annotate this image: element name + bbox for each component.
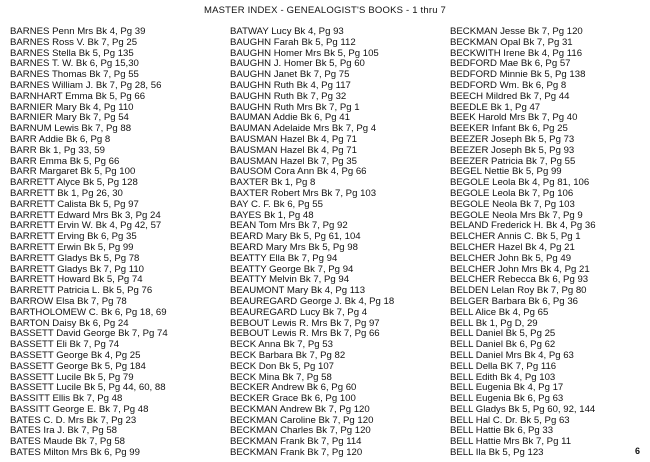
- index-entry: BEDFORD Minnie Bk 5, Pg 138: [450, 69, 586, 81]
- index-entry: BARNES William J. Bk 7, Pg 28, 56: [10, 79, 162, 91]
- index-entry: BELL Edith Bk 4, Pg 103: [450, 371, 556, 383]
- index-entry: BAUMAN Adelaide Mrs Bk 7, Pg 4: [230, 123, 377, 135]
- index-entry: BELCHER Hazel Bk 4, Pg 21: [450, 241, 575, 253]
- index-entry: BARNES T. W. Bk 6, Pg 15,30: [10, 58, 139, 70]
- index-entry: BELDEN Lelan Roy Bk 7, Pg 80: [450, 285, 587, 297]
- index-entry: BAUGHN Ruth Bk 7, Pg 32: [230, 90, 347, 102]
- index-entry: BATWAY Lucy Bk 4, Pg 93: [230, 26, 344, 37]
- index-entry: BEATTY Melvin Bk 7, Pg 94: [230, 274, 350, 286]
- index-entry: BAUSOM Cora Ann Bk 4, Pg 66: [230, 166, 367, 178]
- index-column-3: [450, 27, 596, 459]
- index-entry: BARRETT Gladys Bk 5, Pg 78: [10, 252, 140, 264]
- index-entry: BEBOUT Lewis R. Mrs Bk 7, Pg 66: [230, 328, 380, 340]
- index-entry: BEAUREGARD Lucy Bk 7, Pg 4: [230, 306, 368, 318]
- index-entry: BECKMAN Opal Bk 7, Pg 31: [450, 36, 573, 48]
- index-entry: BELL Alice Bk 4, Pg 65: [450, 306, 549, 318]
- index-entry: BASSETT George Bk 5, Pg 184: [10, 360, 146, 372]
- index-entry: BARNES Stella Bk 5, Pg 135: [10, 47, 134, 59]
- index-entry: BELL Ila Bk 5, Pg 123: [450, 447, 544, 459]
- index-entry: BARNIER Mary Bk 4, Pg 110: [10, 101, 134, 113]
- index-entry: BASSITT George E. Bk 7, Pg 48: [10, 403, 149, 415]
- index-entry: BEECH Mildred Bk 7, Pg 44: [450, 90, 570, 102]
- index-entry: BELCHER Annis C. Bk 5, Pg 1: [450, 231, 581, 243]
- index-entry: BELCHER John Mrs Bk 4, Pg 21: [450, 263, 590, 275]
- index-entry: BECK Barbara Bk 7, Pg 82: [230, 349, 346, 361]
- index-entry: BARR Bk 1, Pg 33, 59: [10, 144, 105, 156]
- index-entry: BEEZER Patricia Bk 7, Pg 55: [450, 155, 576, 167]
- index-entry: BAUGHN Janet Bk 7, Pg 75: [230, 69, 350, 81]
- index-entry: BARRETT Edward Mrs Bk 3, Pg 24: [10, 209, 161, 221]
- index-entry: BEAN Tom Mrs Bk 7, Pg 92: [230, 220, 348, 232]
- index-entry: BELL Hattie Bk 6, Pg 33: [450, 425, 554, 437]
- index-entry: BASSETT George Bk 4, Pg 25: [10, 349, 141, 361]
- index-entry: BECKMAN Charles Bk 7, Pg 120: [230, 425, 371, 437]
- index-entry: BEEZER Joseph Bk 5, Pg 73: [450, 133, 575, 145]
- index-entry: BEARD Mary Mrs Bk 5, Pg 98: [230, 241, 358, 253]
- index-entry: BEGOLE Neola Mrs Bk 7, Pg 9: [450, 209, 583, 221]
- index-entry: BELL Gladys Bk 5, Pg 60, 92, 144: [450, 403, 596, 415]
- index-entry: BASSETT Lucile Bk 5, Pg 79: [10, 371, 134, 383]
- index-entry: BECKER Andrew Bk 6, Pg 60: [230, 382, 357, 394]
- index-entry: BEEDLE Bk 1, Pg 47: [450, 101, 541, 113]
- index-entry: BARROW Elsa Bk 7, Pg 78: [10, 295, 127, 307]
- index-entry: BECKWITH Irene Bk 4, Pg 116: [450, 47, 583, 59]
- index-entry: BEAUREGARD George J. Bk 4, Pg 18: [230, 295, 395, 307]
- index-entry: BELAND Frederick H. Bk 4, Pg 36: [450, 220, 596, 232]
- index-entry: BAXTER Robert Mrs Bk 7, Pg 103: [230, 187, 377, 199]
- page-number: 6: [634, 446, 640, 456]
- index-entry: BARRETT Erwin Bk 5, Pg 99: [10, 241, 134, 253]
- index-entry: BECK Don Bk 5, Pg 107: [230, 360, 334, 372]
- index-entry: BATES Ira J. Bk 7, Pg 58: [10, 425, 117, 437]
- index-entry: BARNES Ross V. Bk 7, Pg 25: [10, 36, 138, 48]
- index-entry: BECKMAN Andrew Bk 7, Pg 120: [230, 403, 370, 415]
- index-entry: BAUGHN Farah Bk 5, Pg 112: [230, 36, 356, 48]
- index-entry: BEGEL Nettie Bk 5, Pg 99: [450, 166, 562, 178]
- index-entry: BECK Anna Bk 7, Pg 53: [230, 339, 333, 351]
- index-entry: BELGER Barbara Bk 6, Pg 36: [450, 295, 578, 307]
- index-entry: BARR Addie Bk 6, Pg 8: [10, 133, 111, 145]
- index-entry: BASSETT Eli Bk 7, Pg 74: [10, 339, 120, 351]
- index-entry: BAUGHN J. Homer Bk 5, Pg 60: [230, 58, 365, 70]
- index-entry: BARRETT Bk 1, Pg 26, 30: [10, 187, 123, 199]
- index-entry: BELL Della BK 7, Pg 116: [450, 360, 557, 372]
- index-entry: BARNES Penn Mrs Bk 4, Pg 39: [10, 26, 146, 37]
- index-entry: BAY C. F. Bk 6, Pg 55: [230, 198, 323, 210]
- index-entry: BARTHOLOMEW C. Bk 6, Pg 18, 69: [10, 306, 167, 318]
- index-entry: BAUSMAN Hazel Bk 4, Pg 71: [230, 144, 357, 156]
- index-entry: BASSETT David George Bk 7, Pg 74: [10, 328, 168, 340]
- index-entry: BELL Hattie Mrs Bk 7, Pg 11: [450, 436, 572, 448]
- index-entry: BEGOLE Leola Bk 7, Pg 106: [450, 187, 574, 199]
- index-entry: BECKMAN Frank Bk 7, Pg 120: [230, 447, 363, 459]
- index-entry: BARRETT Erving Bk 6, Pg 35: [10, 231, 137, 243]
- index-entry: BARR Margaret Bk 5, Pg 100: [10, 166, 136, 178]
- index-entry: BEATTY George Bk 7, Pg 94: [230, 263, 354, 275]
- index-entry: BEARD Mary Bk 5, Pg 61, 104: [230, 231, 361, 243]
- index-entry: BELL Eugenia Bk 4, Pg 17: [450, 382, 564, 394]
- index-entry: BAUGHN Homer Mrs Bk 5, Pg 105: [230, 47, 379, 59]
- index-entry: BARRETT Patricia L. Bk 5, Pg 76: [10, 285, 153, 297]
- index-entry: BEGOLE Neola Bk 7, Pg 103: [450, 198, 575, 210]
- index-entry: BEBOUT Lewis R. Mrs Bk 7, Pg 97: [230, 317, 380, 329]
- index-entry: BEDFORD Mae Bk 6, Pg 57: [450, 58, 571, 70]
- index-entry: BECKMAN Caroline Bk 7, Pg 120: [230, 414, 374, 426]
- index-column-2: [230, 27, 394, 459]
- index-entry: BELL Eugenia Bk 6, Pg 63: [450, 393, 564, 405]
- index-entry: BAUSMAN Hazel Bk 4, Pg 71: [230, 133, 357, 145]
- index-entry: BELL Daniel Bk 5, Pg 25: [450, 328, 556, 340]
- index-entry: BAUMAN Addie Bk 6, Pg 41: [230, 112, 350, 124]
- index-entry: BARNES Thomas Bk 7, Pg 55: [10, 69, 139, 81]
- index-entry: BAUSMAN Hazel Bk 7, Pg 35: [230, 155, 357, 167]
- index-entry: BELCHER Rebecca Bk 6, Pg 93: [450, 274, 589, 286]
- index-entry: BAXTER Bk 1, Pg 8: [230, 177, 316, 189]
- index-entry: BATES Milton Mrs Bk 6, Pg 99: [10, 447, 140, 459]
- index-entry: BAYES Bk 1, Pg 48: [230, 209, 314, 221]
- index-entry: BARRETT Alyce Bk 5, Pg 128: [10, 177, 138, 189]
- index-entry: BELL Hal C. Dr. Bk 5, Pg 63: [450, 414, 570, 426]
- index-entry: BELL Daniel Bk 6, Pg 62: [450, 339, 556, 351]
- index-entry: BARR Emma Bk 5, Pg 66: [10, 155, 120, 167]
- index-entry: BASSETT Lucile Bk 5, Pg 44, 60, 88: [10, 382, 166, 394]
- index-entry: BARRETT Gladys Bk 7, Pg 110: [10, 263, 145, 275]
- index-entry: BATES Maude Bk 7, Pg 58: [10, 436, 126, 448]
- index-entry: BECKER Grace Bk 6, Pg 100: [230, 393, 356, 405]
- index-entry: BARRETT Howard Bk 5, Pg 74: [10, 274, 143, 286]
- index-entry: BECKMAN Jesse Bk 7, Pg 120: [450, 26, 583, 37]
- index-entry: BARNIER Mary Bk 7, Pg 54: [10, 112, 129, 124]
- index-entry: BATES C. D. Mrs Bk 7, Pg 23: [10, 414, 137, 426]
- index-entry: BASSITT Ellis Bk 7, Pg 48: [10, 393, 123, 405]
- index-entry: BECK Mina Bk 7, Pg 58: [230, 371, 332, 383]
- index-entry: BECKMAN Frank Bk 7, Pg 114: [230, 436, 362, 448]
- index-entry: BARNUM Lewis Bk 7, Pg 88: [10, 123, 132, 135]
- index-entry: BARRETT Ervin W. Bk 4, Pg 42, 57: [10, 220, 162, 232]
- index-entry: BEEKER Infant Bk 6, Pg 25: [450, 123, 568, 135]
- index-entry: BELL Bk 1, Pg D, 29: [450, 317, 538, 329]
- index-entry: BAUGHN Ruth Mrs Bk 7, Pg 1: [230, 101, 360, 113]
- index-entry: BEATTY Ella Bk 7, Pg 94: [230, 252, 338, 264]
- index-entry: BEEZER Joseph Bk 5, Pg 93: [450, 144, 575, 156]
- index-entry: BEGOLE Leola Bk 4, Pg 81, 106: [450, 177, 590, 189]
- index-column-1: [10, 27, 168, 459]
- index-entry: BEAUMONT Mary Bk 4, Pg 113: [230, 285, 366, 297]
- index-entry: BARNHART Emma Bk 5, Pg 66: [10, 90, 146, 102]
- page-title: MASTER INDEX - GENEALOGIST'S BOOKS - 1 thru 7: [203, 5, 447, 16]
- index-entry: BELCHER John Bk 5, Pg 49: [450, 252, 572, 264]
- index-entry: BEEK Harold Mrs Bk 7, Pg 40: [450, 112, 578, 124]
- index-entry: BAUGHN Ruth Bk 4, Pg 117: [230, 79, 351, 91]
- index-entry: BARTON Daisy Bk 6, Pg 24: [10, 317, 129, 329]
- index-entry: BARRETT Calista Bk 5, Pg 97: [10, 198, 139, 210]
- index-entry: BEDFORD Wm. Bk 6, Pg 8: [450, 79, 567, 91]
- index-entry: BELL Daniel Mrs Bk 4, Pg 63: [450, 349, 574, 361]
